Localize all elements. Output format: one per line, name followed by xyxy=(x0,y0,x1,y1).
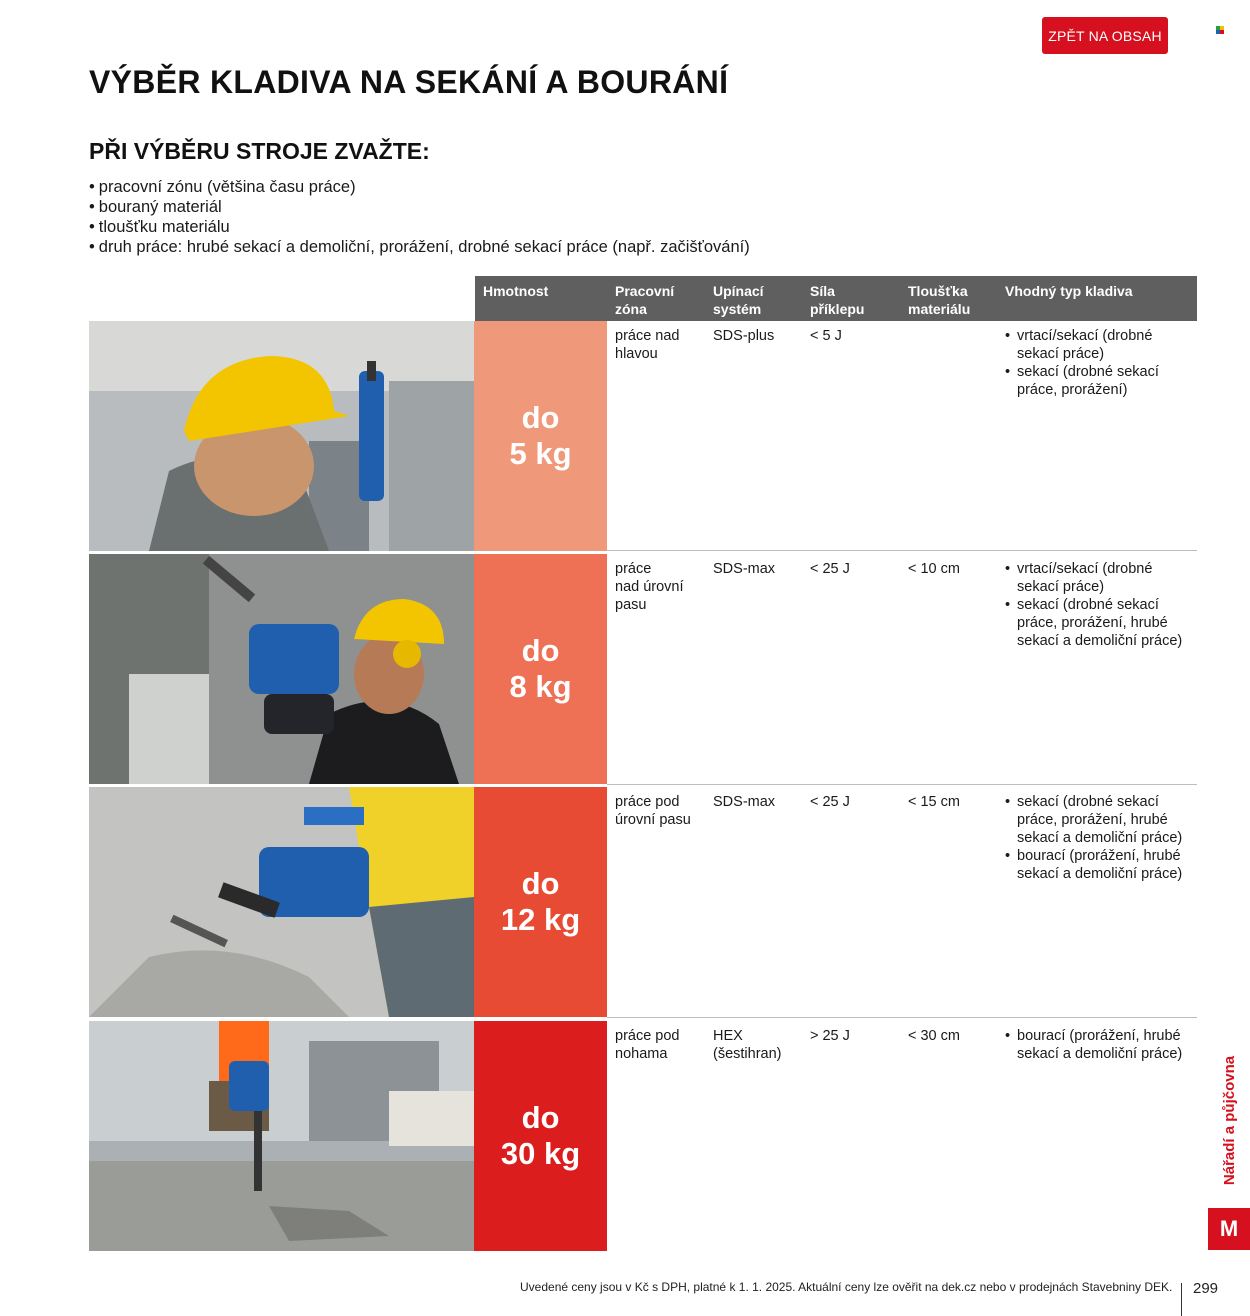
table-row xyxy=(89,554,1197,784)
photo-waist-level-chiseling xyxy=(89,554,474,784)
hammer-type-item: • bourací (prorážení, hrubé sekací a demoliční práce) xyxy=(1005,1027,1195,1063)
consider-heading: PŘI VÝBĚRU STROJE ZVAŽTE: xyxy=(89,138,430,164)
system-cell: SDS-max xyxy=(713,561,776,577)
thickness-cell: < 30 cm xyxy=(908,1028,960,1044)
weight-badge: do 30 kg xyxy=(474,1021,607,1251)
weight-badge: do 8 kg xyxy=(474,554,607,784)
system-cell: HEX (šestihran) xyxy=(713,1028,782,1062)
hammer-type-item: • sekací (drobné sekací práce, prorážení, hrubé sekací a demoliční práce) xyxy=(1005,596,1195,650)
hammer-type-item: • bourací (prorážení, hrubé sekací a demoliční práce) xyxy=(1005,847,1195,883)
header-force: Síla příklepu xyxy=(810,283,865,317)
zone-cell: práce nad hlavou xyxy=(615,328,680,362)
header-weight: Hmotnost xyxy=(483,283,549,299)
header-type: Vhodný typ kladiva xyxy=(1005,283,1133,299)
hammer-type-item: • sekací (drobné sekací práce, prorážení) xyxy=(1005,363,1195,399)
brand-logo-icon xyxy=(1216,26,1226,34)
force-cell: < 25 J xyxy=(810,794,850,810)
consider-item: • druh práce: hrubé sekací a demoliční, prorážení, drobné sekací práce (např. začišťování) xyxy=(89,237,750,257)
hammer-type-item: • vrtací/sekací (drobné sekací práce) xyxy=(1005,560,1195,596)
consider-item: • bouraný materiál xyxy=(89,197,750,217)
force-cell: < 25 J xyxy=(810,561,850,577)
table-row xyxy=(89,787,1197,1017)
price-disclaimer: Uvedené ceny jsou v Kč s DPH, platné k 1. 1. 2025. Aktuální ceny lze ověřit na dek.cz nebo v prodejnách Stavebniny DEK. xyxy=(520,1280,1173,1294)
force-cell: > 25 J xyxy=(810,1028,850,1044)
row-divider xyxy=(607,784,1197,785)
page-number: 299 xyxy=(1193,1280,1219,1297)
photo-floor-breaking xyxy=(89,1021,474,1251)
zone-cell: práce pod nohama xyxy=(615,1028,680,1062)
hammer-type-list xyxy=(1005,560,1195,650)
consider-list xyxy=(89,177,750,257)
hammer-type-list xyxy=(1005,1027,1195,1063)
footer-divider xyxy=(1181,1283,1182,1316)
table-header xyxy=(475,276,1197,321)
consider-item: • tloušťku materiálu xyxy=(89,217,750,237)
zone-cell: práce pod úrovní pasu xyxy=(615,794,691,828)
section-letter-badge[interactable]: M xyxy=(1208,1208,1250,1250)
hammer-type-list xyxy=(1005,327,1195,399)
row-divider xyxy=(607,550,1197,551)
table-row xyxy=(89,321,1197,551)
weight-badge: do 5 kg xyxy=(474,321,607,551)
row-divider xyxy=(607,1017,1197,1018)
header-thickness: Tloušťka materiálu xyxy=(908,283,971,317)
photo-overhead-drilling xyxy=(89,321,474,551)
thickness-cell: < 15 cm xyxy=(908,794,960,810)
header-system: Upínací systém xyxy=(713,283,764,317)
thickness-cell: < 10 cm xyxy=(908,561,960,577)
hammer-type-item: • vrtací/sekací (drobné sekací práce) xyxy=(1005,327,1195,363)
photo-below-waist-demolition xyxy=(89,787,474,1017)
zone-cell: práce nad úrovní pasu xyxy=(615,561,684,613)
table-row xyxy=(89,1021,1197,1251)
system-cell: SDS-max xyxy=(713,794,776,810)
hammer-type-list xyxy=(1005,793,1195,883)
back-to-contents-button[interactable]: ZPĚT NA OBSAH xyxy=(1042,17,1168,54)
header-zone: Pracovní zóna xyxy=(615,283,675,317)
weight-badge: do 12 kg xyxy=(474,787,607,1017)
section-side-tab[interactable]: Nářadí a půjčovna xyxy=(1221,1055,1239,1185)
consider-item: • pracovní zónu (většina času práce) xyxy=(89,177,750,197)
hammer-type-item: • sekací (drobné sekací práce, prorážení, hrubé sekací a demoliční práce) xyxy=(1005,793,1195,847)
force-cell: < 5 J xyxy=(810,328,842,344)
page-title: VÝBĚR KLADIVA NA SEKÁNÍ A BOURÁNÍ xyxy=(89,64,729,100)
system-cell: SDS-plus xyxy=(713,328,775,344)
